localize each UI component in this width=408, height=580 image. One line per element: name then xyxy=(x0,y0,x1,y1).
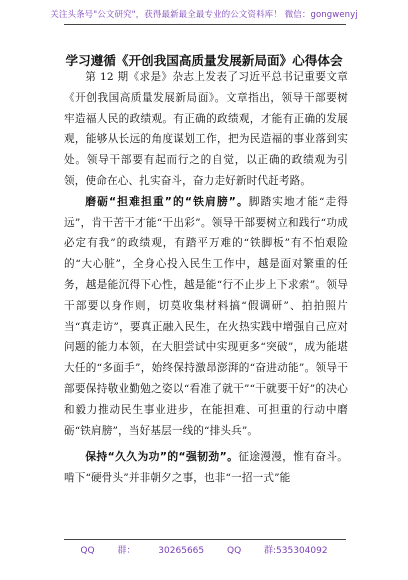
paragraph-heading: 保持“久久为功”的“强韧劲”。 xyxy=(85,450,239,464)
paragraph-text: 脚踏实地才能“走得远”，肯干苦干才能“干出彩”。领导干部要树立和践行“功成必定有我”的政绩观，有踏平万难的“铁脚板”有不怕艰险的“大心脏”，全身心投入民生工作中，越是面对繁重的任务，越是能沉得下心性，越是能“行不止步上下求索”。领导干部要以身作则，切莫收集材料搞“假调研”、拍拍照片当“真走访”，要真正融入民生，在火热实践中增强自己应对问题的能力本领，在大胆尝试中实现更多“突破”，成为能堪大任的“多面手”，始终保持激昂澎湃的“奋进动能”。领导干部要保持敬业勤勉之姿以“看准了就干”“干就要干好”的决心和毅力推动民生事业进步，在能担难、可担重的行动中磨砺“铁肩膀”，当好基层一线的“排头兵”。 xyxy=(64,195,349,437)
footer-qq-groups: QQ 群： 30265665 QQ 群:535304092 xyxy=(80,546,328,556)
paragraph-persistence xyxy=(64,447,348,489)
paragraph-heading: 磨砺“担难担重”的“铁肩膀”。 xyxy=(85,194,249,208)
paragraph-intro: 第 12 期《求是》杂志上发表了习近平总书记重要文章《开创我国高质量发展新局面》。文章指出，领导干部要树牢造福人民的政绩观。有正确的政绩观，才能有正确的发展观，能够从长远的角度谋划工作，把为民造福的事业落到实处。领导干部要有起而行之的自觉，以正确的政绩观为引领，使命在心、扎实奋斗，奋力走好新时代赶考路。 xyxy=(64,71,348,187)
header-divider xyxy=(64,24,346,25)
paragraph-text: 征途漫漫，惟有奋斗。啃下“硬骨头”并非朝夕之事，也非“一招一式”能 xyxy=(64,451,349,485)
document-title: 学习遵循《开创我国高质量发展新局面》心得体会 xyxy=(65,53,343,68)
footer-divider xyxy=(64,539,346,540)
paragraph-shoulder xyxy=(64,192,348,442)
header-promo-text: 关注头条号"公文研究"，获得最新最全最专业的公文资料库！ 微信：gongwenyj xyxy=(50,10,358,20)
document-body xyxy=(64,67,348,489)
